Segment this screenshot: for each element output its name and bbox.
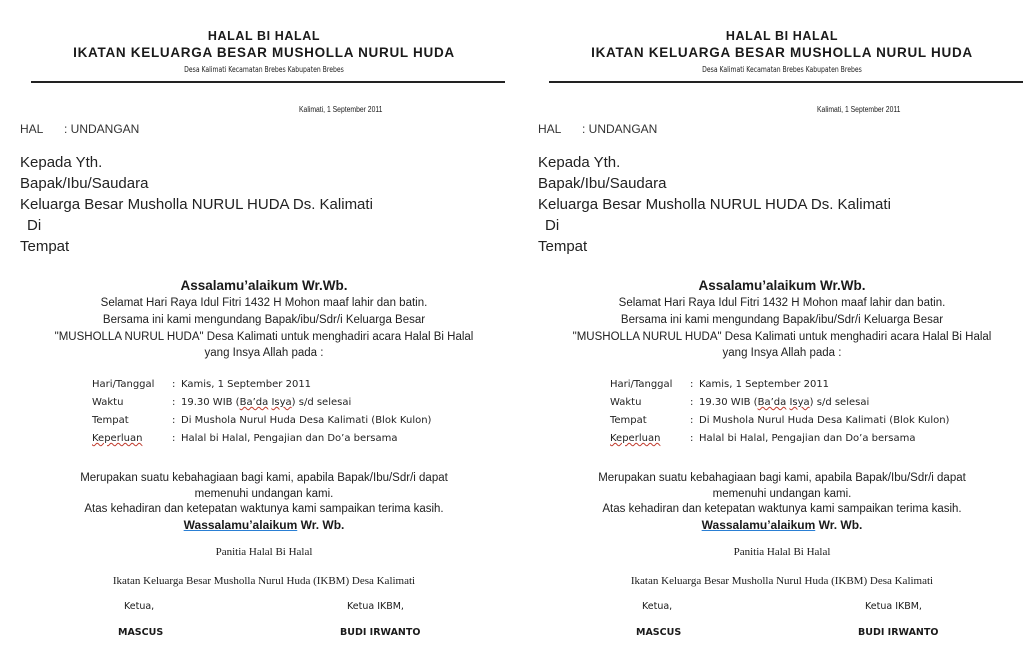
signature-right-name: BUDI IRWANTO — [858, 627, 939, 638]
letter-date: Kalimati, 1 September 2011 — [817, 105, 901, 114]
detail-label: Waktu — [92, 397, 124, 408]
invitation-page-left — [14, 0, 514, 670]
intro-line: yang Insya Allah pada : — [722, 347, 842, 359]
farewell: Wassalamu’alaikum Wr. Wb. — [701, 518, 863, 532]
detail-value: 19.30 WIB (Ba’da Isya) s/d selesai — [181, 397, 352, 408]
intro-line: Selamat Hari Raya Idul Fitri 1432 H Mohon maaf lahir dan batin. — [618, 297, 946, 309]
subject-value: : UNDANGAN — [64, 122, 140, 136]
detail-value: Kamis, 1 September 2011 — [699, 379, 830, 390]
greeting: Assalamu’alaikum Wr.Wb. — [698, 278, 866, 293]
detail-colon: : — [690, 415, 694, 426]
closing-line: Atas kehadiran dan ketepatan waktunya kami sampaikan terima kasih. — [84, 503, 444, 515]
header-organization: IKATAN KELUARGA BESAR MUSHOLLA NURUL HUDA — [591, 45, 973, 60]
addressee-line: Keluarga Besar Musholla NURUL HUDA Ds. Kalimati — [538, 196, 891, 213]
signature-left-name: MASCUS — [118, 627, 164, 638]
signature-right-title: Ketua IKBM, — [347, 601, 404, 612]
intro-line: "MUSHOLLA NURUL HUDA" Desa Kalimati untuk menghadiri acara Halal Bi Halal — [54, 331, 474, 343]
farewell-word: Wassalamu’alaikum — [183, 518, 298, 532]
closing-line: Merupakan suatu kebahagiaan bagi kami, apabila Bapak/Ibu/Sdr/i dapat — [598, 472, 966, 484]
detail-colon: : — [172, 397, 176, 408]
addressee-line: Kepada Yth. — [20, 154, 103, 171]
addressee-line: Tempat — [538, 238, 588, 255]
header-organization: IKATAN KELUARGA BESAR MUSHOLLA NURUL HUDA — [73, 45, 455, 60]
intro-line: Bersama ini kami mengundang Bapak/ibu/Sdr/i Keluarga Besar — [102, 314, 426, 326]
closing-line: Merupakan suatu kebahagiaan bagi kami, apabila Bapak/Ibu/Sdr/i dapat — [80, 472, 448, 484]
spellcheck-word: Isya — [271, 397, 292, 408]
detail-colon: : — [172, 433, 176, 444]
detail-label: Waktu — [610, 397, 642, 408]
organization-full-name: Ikatan Keluarga Besar Musholla Nurul Huda (IKBM) Desa Kalimati — [112, 575, 416, 587]
addressee-line: Di — [545, 217, 560, 234]
detail-value: 19.30 WIB (Ba’da Isya) s/d selesai — [699, 397, 870, 408]
organization-full-name: Ikatan Keluarga Besar Musholla Nurul Huda (IKBM) Desa Kalimati — [630, 575, 934, 587]
header-title: HALAL BI HALAL — [725, 29, 839, 43]
subject-line — [20, 122, 140, 136]
farewell: Wassalamu’alaikum Wr. Wb. — [183, 518, 345, 532]
signature-left-title: Ketua, — [124, 601, 155, 612]
detail-colon: : — [690, 397, 694, 408]
addressee-line: Tempat — [20, 238, 70, 255]
header-divider — [549, 81, 1023, 83]
detail-colon: : — [690, 433, 694, 444]
letter-date: Kalimati, 1 September 2011 — [299, 105, 383, 114]
spellcheck-word: Isya — [789, 397, 810, 408]
subject-line — [538, 122, 658, 136]
addressee-line: Bapak/Ibu/Saudara — [538, 175, 667, 192]
greeting: Assalamu’alaikum Wr.Wb. — [180, 278, 348, 293]
detail-label: Tempat — [610, 415, 647, 426]
spellcheck-word: Ba’da — [239, 397, 269, 408]
intro-line: "MUSHOLLA NURUL HUDA" Desa Kalimati untuk menghadiri acara Halal Bi Halal — [572, 331, 992, 343]
intro-line: Bersama ini kami mengundang Bapak/ibu/Sdr/i Keluarga Besar — [620, 314, 944, 326]
detail-value: Kamis, 1 September 2011 — [181, 379, 312, 390]
signature-right-title: Ketua IKBM, — [865, 601, 922, 612]
signature-left-name: MASCUS — [636, 627, 682, 638]
subject-label: HAL — [538, 122, 562, 136]
detail-value: Di Mushola Nurul Huda Desa Kalimati (Blok Kulon) — [699, 415, 950, 426]
intro-line: yang Insya Allah pada : — [204, 347, 324, 359]
addressee-line: Bapak/Ibu/Saudara — [20, 175, 149, 192]
spellcheck-word: Ba’da — [757, 397, 787, 408]
detail-label: Keperluan — [92, 433, 143, 444]
committee-name: Panitia Halal Bi Halal — [733, 546, 831, 558]
signature-right-name: BUDI IRWANTO — [340, 627, 421, 638]
addressee-line: Keluarga Besar Musholla NURUL HUDA Ds. Kalimati — [20, 196, 373, 213]
header-address: Desa Kalimati Kecamatan Brebes Kabupaten Brebes — [702, 65, 862, 74]
invitation-page-right — [532, 0, 1024, 670]
closing-line: memenuhi undangan kami. — [712, 488, 852, 500]
header-address: Desa Kalimati Kecamatan Brebes Kabupaten Brebes — [184, 65, 344, 74]
closing-line: Atas kehadiran dan ketepatan waktunya kami sampaikan terima kasih. — [602, 503, 962, 515]
subject-label: HAL — [20, 122, 44, 136]
addressee-line: Di — [27, 217, 42, 234]
detail-label: Tempat — [92, 415, 129, 426]
detail-label: Keperluan — [610, 433, 661, 444]
detail-colon: : — [690, 379, 694, 390]
detail-value: Di Mushola Nurul Huda Desa Kalimati (Blok Kulon) — [181, 415, 432, 426]
header-title: HALAL BI HALAL — [207, 29, 321, 43]
detail-colon: : — [172, 415, 176, 426]
detail-colon: : — [172, 379, 176, 390]
header-divider — [31, 81, 505, 83]
committee-name: Panitia Halal Bi Halal — [215, 546, 313, 558]
farewell-word: Wassalamu’alaikum — [701, 518, 816, 532]
detail-value: Halal bi Halal, Pengajian dan Do’a bersama — [699, 433, 916, 444]
addressee-line: Kepada Yth. — [538, 154, 621, 171]
detail-label: Hari/Tanggal — [92, 379, 155, 390]
signature-left-title: Ketua, — [642, 601, 673, 612]
closing-line: memenuhi undangan kami. — [194, 488, 334, 500]
detail-label: Hari/Tanggal — [610, 379, 673, 390]
subject-value: : UNDANGAN — [582, 122, 658, 136]
detail-value: Halal bi Halal, Pengajian dan Do’a bersama — [181, 433, 398, 444]
intro-line: Selamat Hari Raya Idul Fitri 1432 H Mohon maaf lahir dan batin. — [100, 297, 428, 309]
